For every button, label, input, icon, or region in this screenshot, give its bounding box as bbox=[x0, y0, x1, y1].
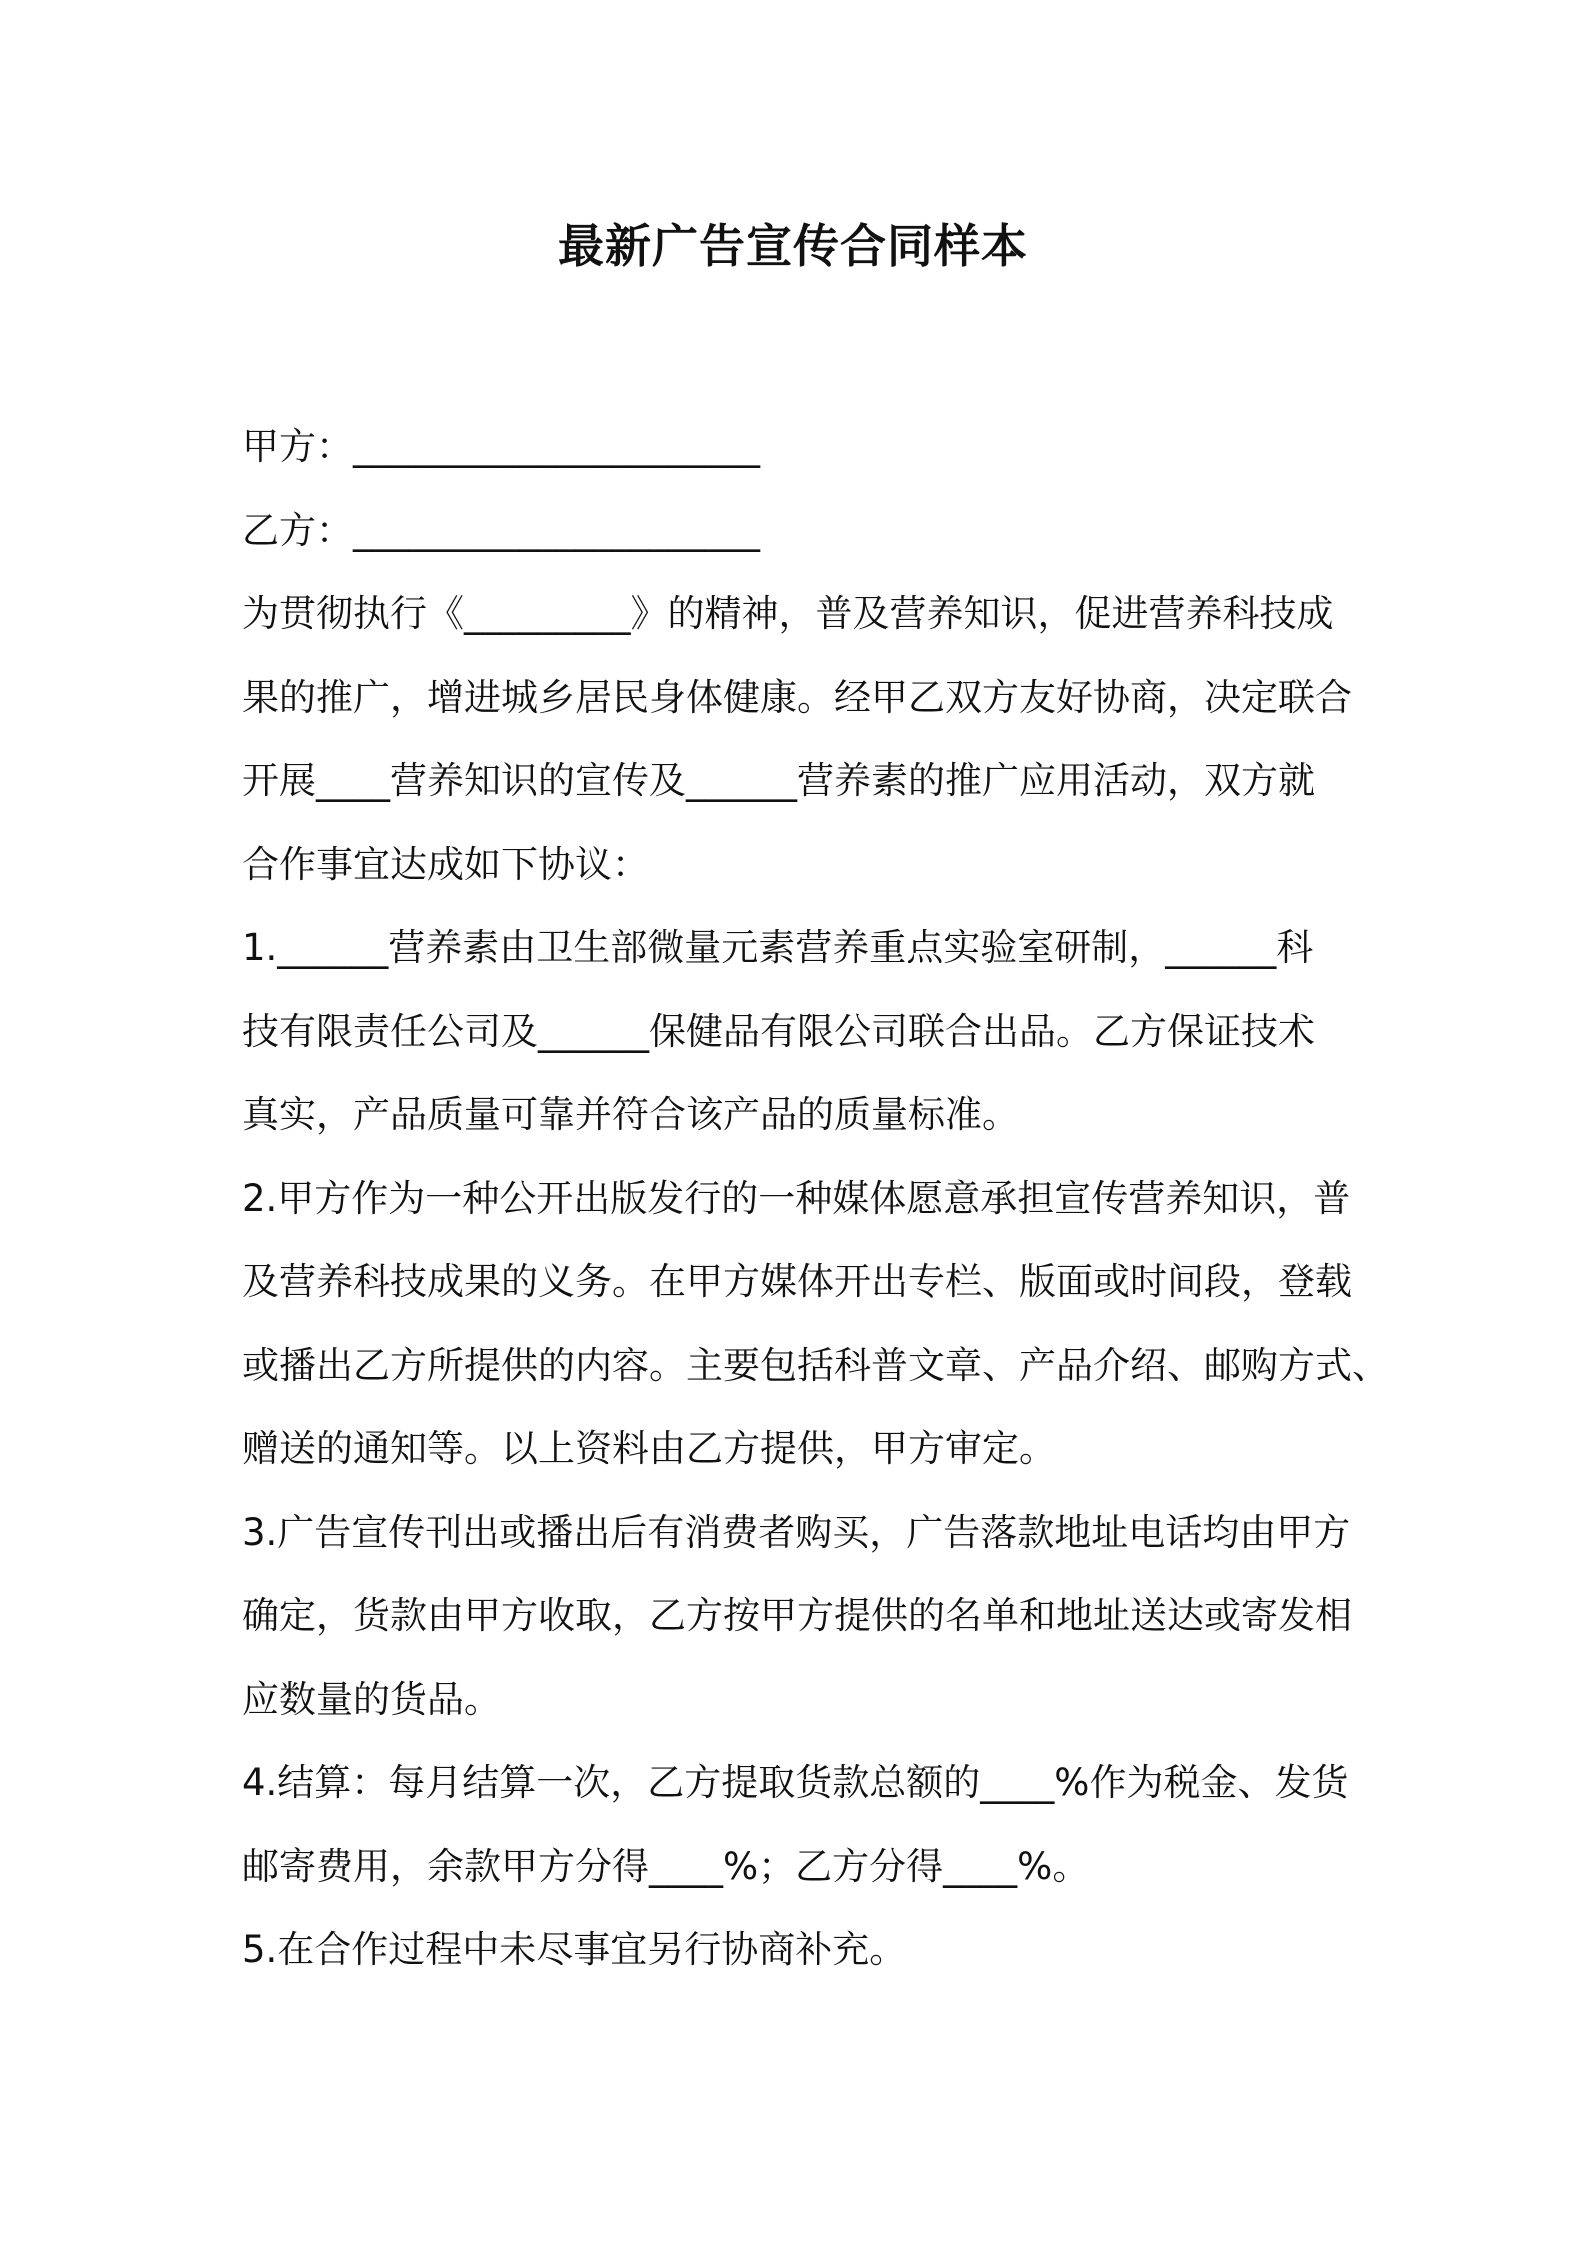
clause-3 bbox=[242, 1491, 1354, 1742]
clause-line: 真实，产品质量可靠并符合该产品的质量标准。 bbox=[242, 1093, 1019, 1136]
clause-4 bbox=[242, 1741, 1354, 1908]
clause-line: 5.在合作过程中未尽事宜另行协商补充。 bbox=[242, 1928, 907, 1971]
clause-line: 及营养科技成果的义务。在甲方媒体开出专栏、版面或时间段，登载 bbox=[242, 1260, 1352, 1303]
intro-line: 果的推广，增进城乡居民身体健康。经甲乙双方友好协商，决定联合 bbox=[242, 675, 1352, 719]
document-title: 最新广告宣传合同样本 bbox=[558, 219, 1028, 273]
clause-line: 邮寄费用，余款甲方分得____%；乙方分得____%。 bbox=[242, 1844, 1090, 1888]
clause-5 bbox=[242, 1908, 1354, 1992]
intro-line: 开展____营养知识的宣传及______营养素的推广应用活动，双方就 bbox=[242, 759, 1315, 802]
intro-paragraph bbox=[242, 572, 1354, 906]
document-body bbox=[242, 405, 1389, 1992]
clause-line: 3.广告宣传刊出或播出后有消费者购买，广告落款地址电话均由甲方 bbox=[242, 1510, 1351, 1554]
clause-1 bbox=[242, 906, 1354, 1157]
clause-line: 赠送的通知等。以上资料由乙方提供，甲方审定。 bbox=[242, 1427, 1056, 1470]
clause-line: 4.结算：每月结算一次，乙方提取货款总额的____%作为税金、发货 bbox=[242, 1761, 1349, 1804]
clause-line: 应数量的货品。 bbox=[242, 1677, 501, 1721]
intro-line: 为贯彻执行《_________》的精神，普及营养知识，促进营养科技成 bbox=[242, 592, 1334, 635]
clause-line: 或播出乙方所提供的内容。主要包括科普文章、产品介绍、邮购方式、 bbox=[242, 1343, 1389, 1387]
clause-line: 技有限责任公司及______保健品有限公司联合出品。乙方保证技术 bbox=[242, 1009, 1315, 1053]
clause-line: 确定，货款由甲方收取，乙方按甲方提供的名单和地址送达或寄发相 bbox=[242, 1594, 1352, 1637]
clause-2 bbox=[242, 1157, 1389, 1491]
intro-line: 合作事宜达成如下协议： bbox=[242, 842, 649, 886]
clause-line: 1.______营养素由卫生部微量元素营养重点实验室研制，______科 bbox=[242, 926, 1314, 969]
party-b-line: 乙方：______________________ bbox=[242, 508, 760, 552]
party-a-line: 甲方：______________________ bbox=[242, 425, 760, 468]
clause-line: 2.甲方作为一种公开出版发行的一种媒体愿意承担宣传营养知识，普 bbox=[242, 1176, 1351, 1220]
